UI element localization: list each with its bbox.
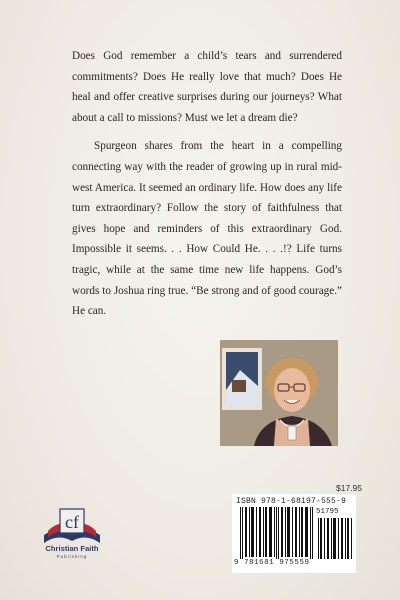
publisher-logo [36,505,108,575]
isbn-text: ISBN 978-1-68197-555-9 [236,497,347,506]
barcode-bars [240,507,313,559]
isbn-barcode [232,494,356,573]
price-label: $17.95 [336,483,362,493]
blurb-paragraph-1: Does God remember a child’s tears and surrendered commitments? Does He really love that much? Does He heal and offer creative surprises during our journeys? What about a call to missions? Must we let a dream die? [72,50,342,124]
publisher-subname: Publishing [56,554,88,559]
price-code: 51795 [316,508,339,516]
author-photo [220,340,338,446]
publisher-name: Christian Faith [45,544,99,553]
blurb-paragraph-2: Spurgeon shares from the heart in a compelling connecting way with the reader of growing up in rural mid-west America. It seemed an ordinary life. How does any life turn extraordinary? Follow the story of faithfulness that gives hope and reminders of this extraordinary God. Impossible it seems. . . How Could He. . . .!? Life turns tragic, while at the same time new life happens. God’s words to Joshua ring true. “Be strong and of good courage.” He can. [72,140,342,318]
logo-letters: cf [65,512,79,532]
ean-digits: 9 781681 975559 [234,559,310,567]
cover-blurb [72,46,342,322]
